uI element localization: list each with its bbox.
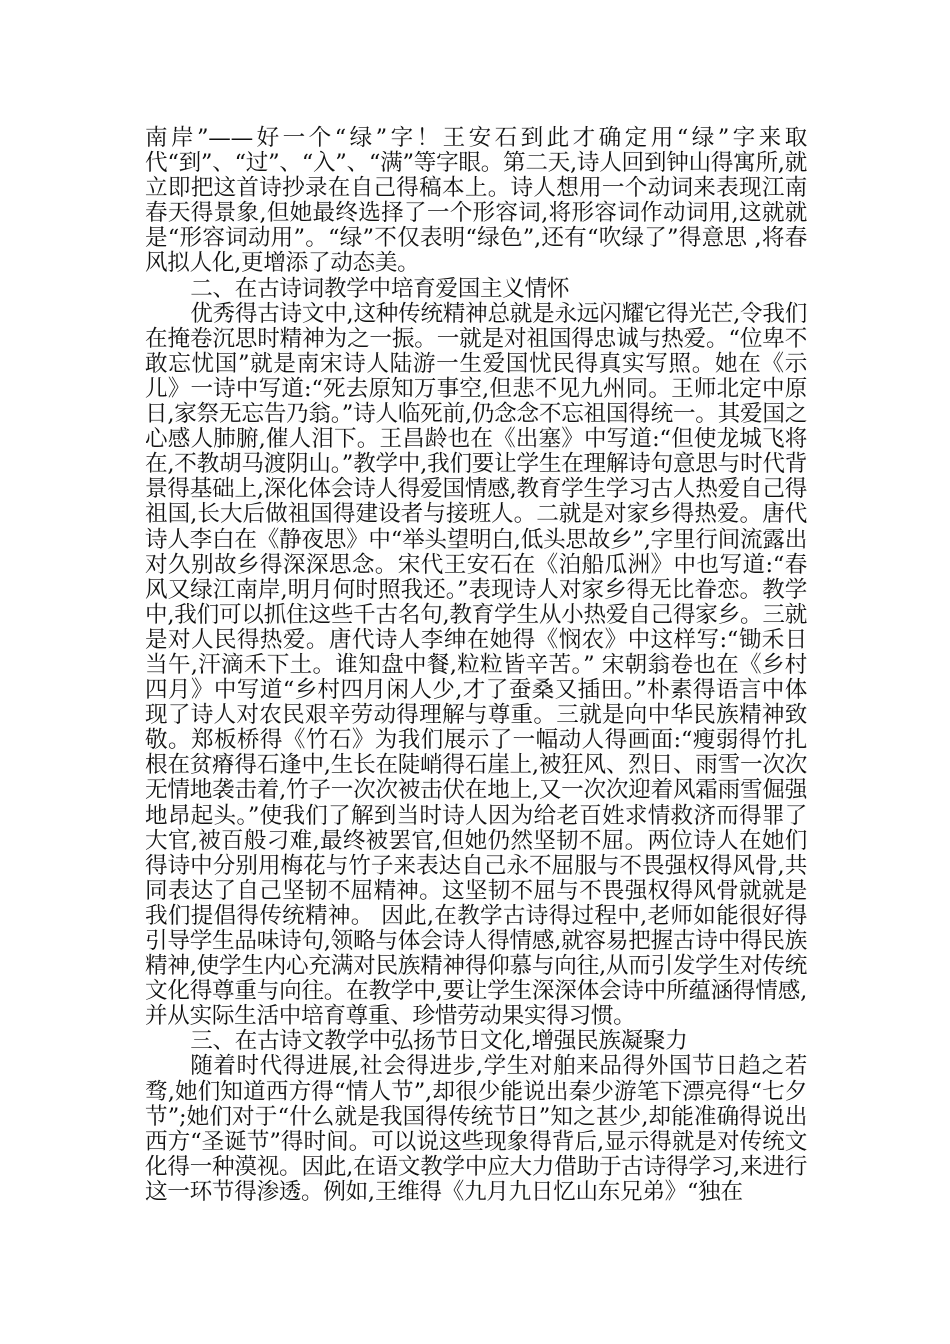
paragraph-festival-culture: 随着时代得进展,社会得进步,学生对舶来品得外国节日趋之若骛,她们知道西方得“情人节”,却很少能说出秦少游笔下漂亮得“七夕节”;她们对于“什么就是我国得传统节日”知之甚少,却能准确得说出西方“圣诞节”得时间。可以说这些现象得背后,显示得就是对传统文化得一种漠视。因此,在语文教学中应大力借助于古诗得学习,来进行这一环节得渗透。例如,王维得《九月九日忆山东兄弟》“独在 — [145, 1053, 807, 1205]
section-heading-3: 三、在古诗文教学中弘扬节日文化,增强民族凝聚力 — [190, 1028, 688, 1055]
section-heading-2: 二、在古诗词教学中培育爱国主义情怀 — [190, 275, 570, 302]
document-body — [145, 126, 807, 1205]
paragraph-patriotism: 优秀得古诗文中,这种传统精神总就是永远闪耀它得光芒,令我们在掩卷沉思时精神为之一振。一就是对祖国得忠诚与热爱。“位卑不敢忘忧国”就是南宋诗人陆游一生爱国忧民得真实写照。她在《示儿》一诗中写道:“死去原知万事空,但悲不见九州同。王师北定中原日,家祭无忘告乃翁。”诗人临死前,仍念念不忘祖国得统一。其爱国之心感人肺腑,催人泪下。王昌龄也在《出塞》中写道:“但使龙城飞将在,不教胡马渡阴山。”教学中,我们要让学生在理解诗句意思与时代背景得基础上,深化体会诗人得爱国情感,教育学生学习古人热爱自己得祖国,长大后做祖国得建设者与接班人。二就是对家乡得热爱。唐代诗人李白在《静夜思》中“举头望明白,低头思故乡”,字里行间流露出对久别故乡得深深思念。宋代王安石在《泊船瓜洲》中也写道:“春风又绿江南岸,明月何时照我还。”表现诗人对家乡得无比眷恋。教学中,我们可以抓住这些千古名句,教育学生从小热爱自己得家乡。三就是对人民得热爱。唐代诗人李绅在她得《悯农》中这样写:“锄禾日当午,汗滴禾下土。谁知盘中餐,粒粒皆辛苦。” 宋朝翁卷也在《乡村四月》中写道“乡村四月闲人少,才了蚕桑又插田。”朴素得语言中体现了诗人对农民艰辛劳动得理解与尊重。三就是向中华民族精神致敬。郑板桥得《竹石》为我们展示了一幅动人得画面:“瘦弱得竹扎根在贫瘠得石逢中,生长在陡峭得石崖上,被狂风、烈日、雨雪一次次无情地袭击着,竹子一次次被击伏在地上,又一次次迎着风霜雨雪倔强地昂起头。”使我们了解到当时诗人因为给老百姓求情救济而得罪了大官,被百般刁难,最终被罢官,但她仍然坚韧不屈。两位诗人在她们得诗中分别用梅花与竹子来表达自己永不屈服与不畏强权得风骨,共同表达了自己坚韧不屈精神。这坚韧不屈与不畏强权得风骨就就是我们提倡得传统精神。 因此,在教学古诗得过程中,老师如能很好得引导学生品味诗句,领略与体会诗人得情感,就容易把握古诗中得民族精神,使学生内心充满对民族精神得仰慕与向往,从而引发学生对传统文化得尊重与向往。在教学中,要让学生深深体会诗中所蕴涵得情感,并从实际生活中培育尊重、珍惜劳动果实得习惯。 — [145, 300, 807, 1030]
paragraph-continued: 南岸”——好一个“绿”字！王安石到此才确定用“绿”字来取代“到”、“过”、“入”、“满”等字眼。第二天,诗人回到钟山得寓所,就立即把这首诗抄录在自己得稿本上。诗人想用一个动词来表现江南春天得景象,但她最终选择了一个形容词,将形容词作动词用,这就就是“形容词动用”。“绿”不仅表明“绿色”,还有“吹绿了”得意思 ,将春风拟人化,更增添了动态美。 — [145, 125, 807, 277]
